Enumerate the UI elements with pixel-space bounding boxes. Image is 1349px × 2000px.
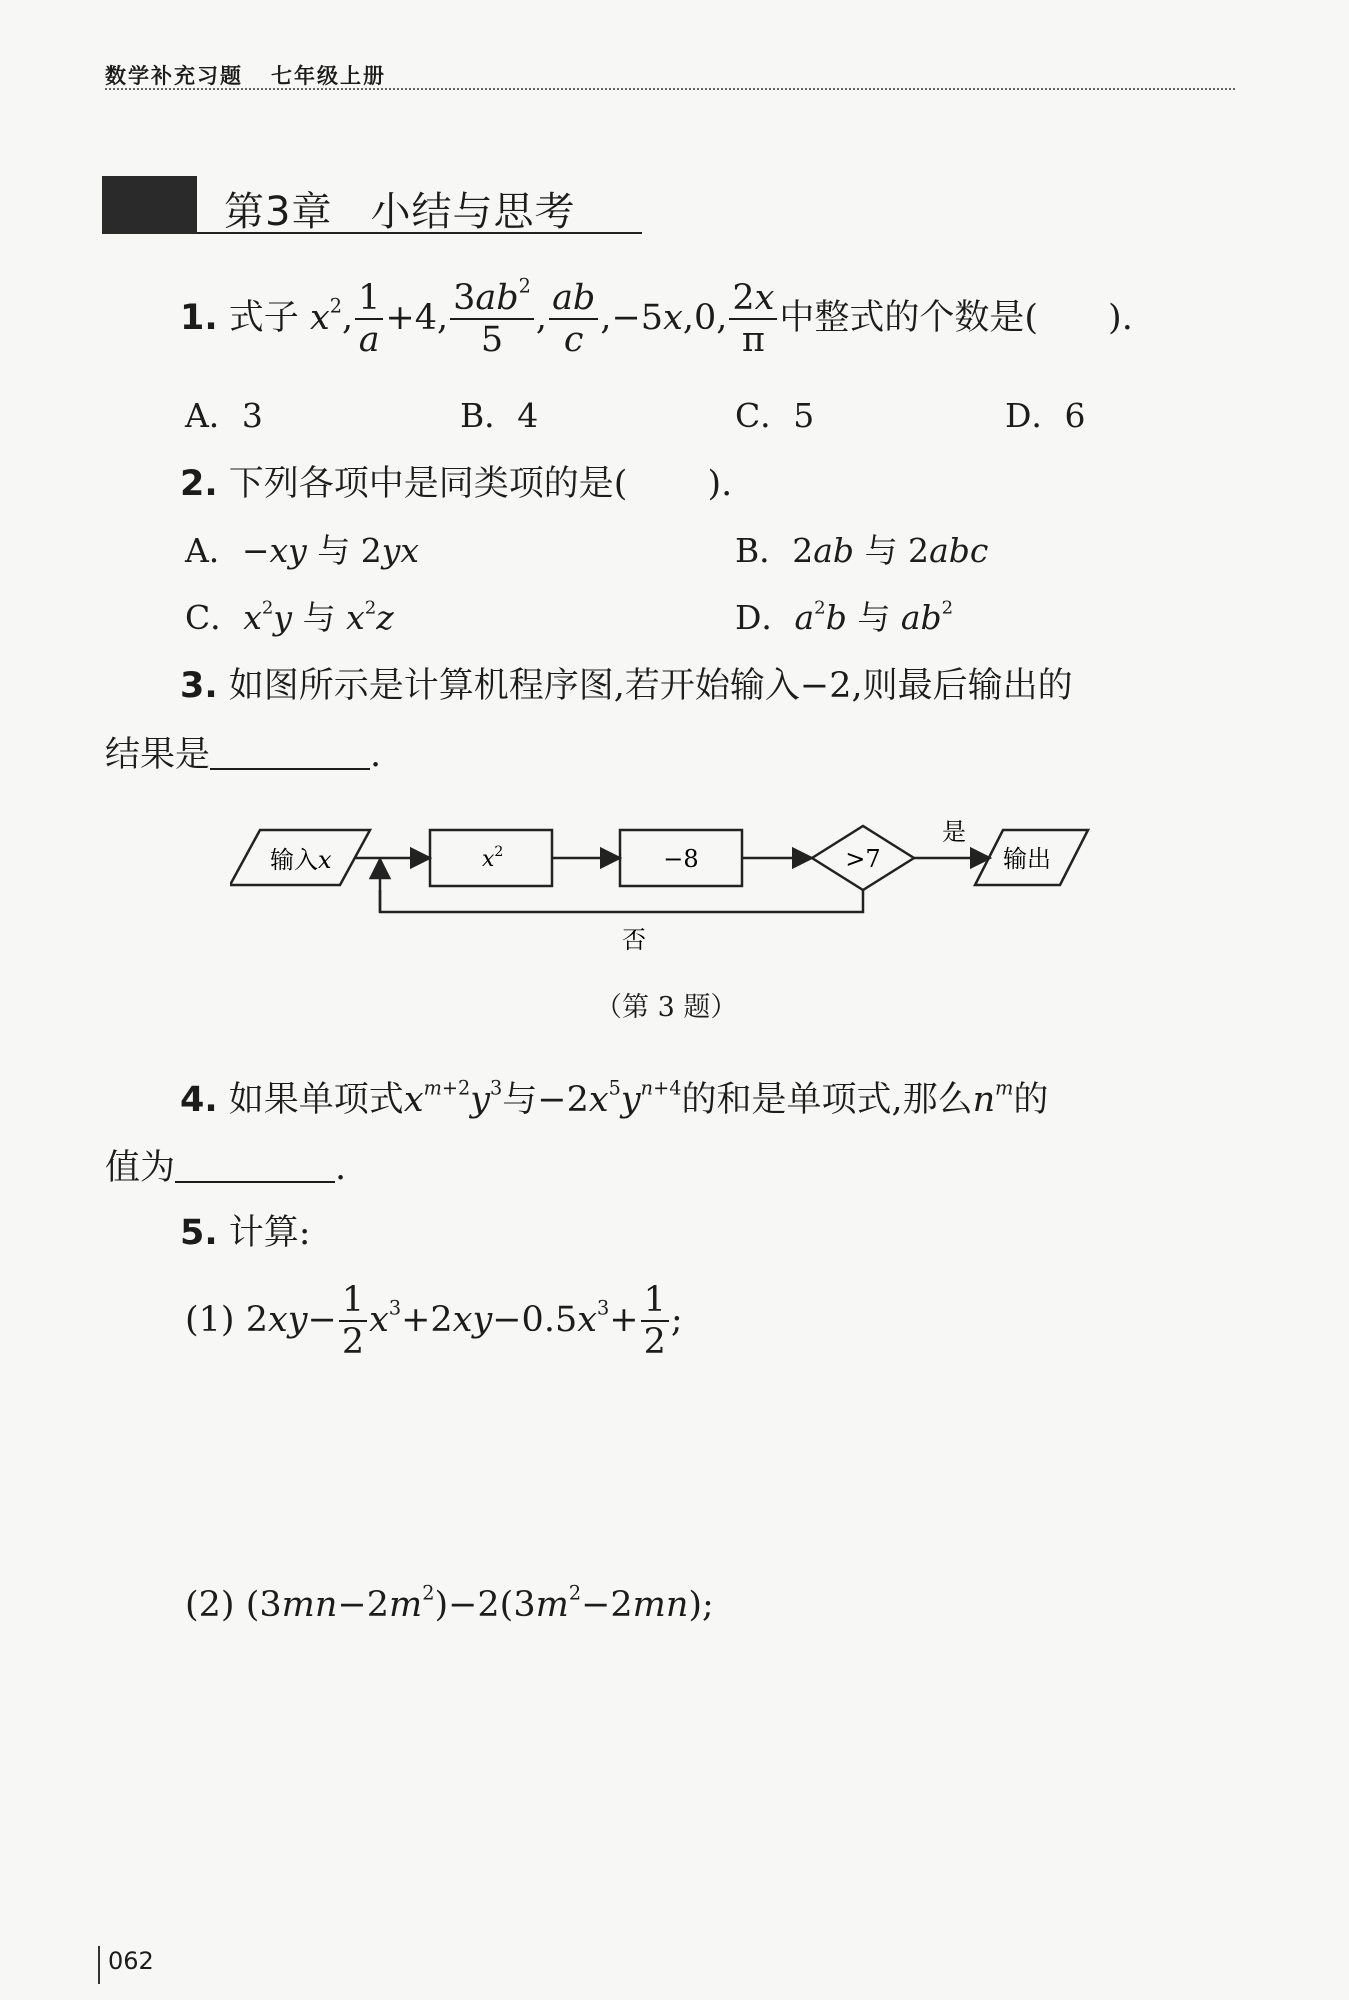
question-5-part-1: (1) 2xy− $\frac{1}{2}$ $x^3+2xy-0.5x^3+$ $\frac{1}{2}$ ; <box>185 1280 683 1363</box>
question-2: 2. 下列各项中是同类项的是( ). <box>180 464 733 504</box>
question-text-tail: 中整式的个数是( <box>779 297 1039 338</box>
square-label: $x^2$ <box>482 844 504 872</box>
chapter-number: 第3章 <box>224 189 333 235</box>
figure-caption: （第 3 题） <box>595 992 738 1023</box>
fraction-1-over-a: $\frac{1}{a}$ <box>355 278 383 361</box>
question-4-line-2: 值为 . <box>105 1148 347 1188</box>
question-number: 2. <box>180 464 218 504</box>
q2-option-c: C．$x^2y$ 与 $x^2z$ <box>185 597 394 637</box>
q2-option-b: B．2ab 与 2abc <box>735 531 989 570</box>
q2-option-a: A．−xy 与 2yx <box>185 531 420 570</box>
input-label: 输入x <box>270 846 332 874</box>
question-text: 式子 <box>228 297 299 338</box>
question-5-part-2: (2) $(3mn-2m^2)-2(3m^2-2mn)$; <box>185 1581 714 1625</box>
question-number: 5. <box>180 1213 218 1253</box>
fraction-2x-over-pi: $\frac{2x}{\pi}$ <box>729 278 777 361</box>
q1-option-b: B．4 <box>460 396 539 435</box>
chapter-heading <box>102 176 642 234</box>
question-number: 4. <box>180 1080 218 1120</box>
expression-x-squared: $x^2$ <box>309 294 342 338</box>
q2-option-d: D．$a^2b$ 与 $ab^2$ <box>735 597 954 637</box>
header-dotted-rule <box>105 88 1235 90</box>
question-number: 3. <box>180 666 218 706</box>
question-text: 下列各项中是同类项的是( <box>228 464 628 504</box>
chapter-marker-block <box>102 176 197 234</box>
answer-blank[interactable] <box>210 733 370 770</box>
chapter-name: 小结与思考 <box>370 189 576 235</box>
grade-label: 七年级上册 <box>271 64 386 88</box>
no-loop-line <box>380 890 863 912</box>
question-text: 如图所示是计算机程序图,若开始输入−2,则最后输出的 <box>228 666 1073 706</box>
decision-label: >7 <box>845 845 881 873</box>
q1-option-a: A．3 <box>185 396 263 435</box>
question-1: 1. 式子 $x^2$, $\frac{1}{a}$ +4, $\frac{3ab^2}{5}$ , $\frac{ab}{c}$ ,−5x,0, $\frac{2x}{\pi}$ 中整式的个数是( ). <box>180 274 1133 361</box>
question-5: 5. 计算: <box>180 1213 311 1253</box>
running-header <box>105 60 386 90</box>
minus-label: −8 <box>663 845 699 873</box>
answer-blank[interactable] <box>175 1146 335 1183</box>
chapter-title <box>224 180 575 237</box>
q1-option-d: D．6 <box>1005 396 1086 435</box>
chapter-underline <box>197 232 642 234</box>
fraction-ab-over-c: $\frac{ab}{c}$ <box>549 278 598 361</box>
question-number: 1. <box>180 297 218 338</box>
fraction-3ab2-over-5: $\frac{3ab^2}{5}$ <box>450 278 534 361</box>
program-flowchart <box>230 810 1110 960</box>
yes-label: 是 <box>942 818 966 846</box>
question-3-line-2: 结果是 . <box>105 735 382 775</box>
page-number: 062 <box>98 1946 154 1984</box>
output-label: 输出 <box>1003 845 1051 873</box>
book-title: 数学补充习题 <box>105 64 243 88</box>
question-3 <box>180 658 1073 708</box>
q1-option-c: C．5 <box>735 396 815 435</box>
question-4: 4. 如果单项式$x^{m+2}y^3$与$-2x^5y^{n+4}$的和是单项式,那么$n^m$的 <box>180 1076 1049 1120</box>
no-label: 否 <box>622 926 646 954</box>
